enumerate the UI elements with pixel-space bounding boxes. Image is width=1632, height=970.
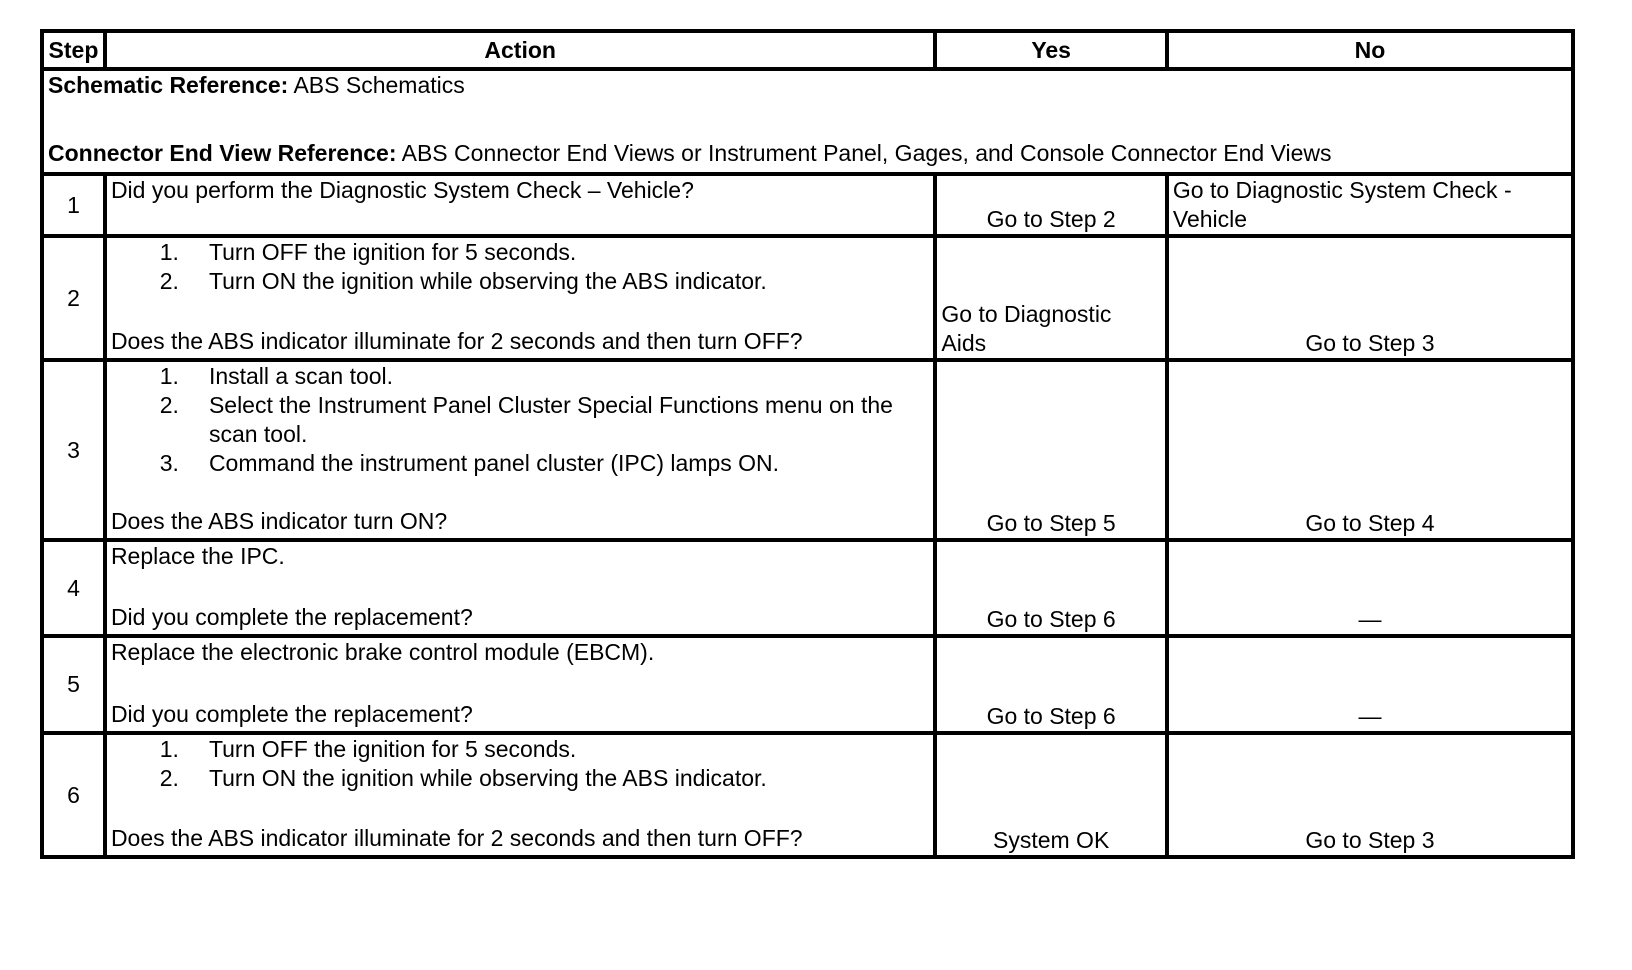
header-row — [42, 31, 1573, 69]
connector-reference — [48, 139, 1567, 168]
no-result: — — [1167, 636, 1573, 733]
action-cell — [105, 360, 935, 540]
no-result: Go to Step 3 — [1167, 733, 1573, 857]
list-item: 2. Turn ON the ignition while observing the ABS indicator. — [159, 765, 767, 791]
header-action: Action — [105, 31, 935, 69]
table-row — [42, 636, 1573, 733]
yes-result: System OK — [935, 733, 1166, 857]
list-item: 2. Turn ON the ignition while observing the ABS indicator. — [159, 268, 767, 294]
action-steps — [111, 735, 929, 793]
table-row — [42, 236, 1573, 360]
action-steps — [111, 238, 929, 296]
action-question: Did you complete the replacement? — [110, 604, 473, 630]
schematic-reference-label: Schematic Reference: — [48, 72, 289, 98]
action-cell — [105, 733, 935, 857]
yes-result: Go to Step 6 — [935, 636, 1166, 733]
step-number: 5 — [42, 636, 105, 733]
reference-row — [42, 69, 1573, 174]
no-result: Go to Step 3 — [1167, 236, 1573, 360]
action-question: Does the ABS indicator illuminate for 2 seconds and then turn OFF? — [110, 825, 803, 851]
schematic-reference-value: ABS Schematics — [293, 72, 465, 98]
action-cell — [105, 540, 935, 636]
yes-result: Go to Step 6 — [935, 540, 1166, 636]
connector-reference-label: Connector End View Reference: — [48, 140, 397, 166]
table-row — [42, 540, 1573, 636]
header-no: No — [1167, 31, 1573, 69]
step-number: 3 — [42, 360, 105, 540]
action-intro: Replace the electronic brake control module (EBCM). — [110, 639, 655, 665]
list-item: 1. Turn OFF the ignition for 5 seconds. — [159, 239, 577, 265]
list-item: 3. Command the instrument panel cluster (IPC) lamps ON. — [159, 450, 780, 476]
list-item: 1. Turn OFF the ignition for 5 seconds. — [159, 736, 577, 762]
action-steps — [111, 362, 929, 478]
header-step: Step — [42, 31, 105, 69]
action-cell — [105, 174, 935, 236]
table-row — [42, 174, 1573, 236]
reference-cell — [42, 69, 1573, 174]
action-question: Does the ABS indicator turn ON? — [110, 508, 448, 534]
no-result: Go to Step 4 — [1167, 360, 1573, 540]
step-number: 1 — [42, 174, 105, 236]
table-row — [42, 360, 1573, 540]
action-question: Did you perform the Diagnostic System Check – Vehicle? — [110, 177, 694, 203]
step-number: 2 — [42, 236, 105, 360]
yes-result: Go to Step 5 — [935, 360, 1166, 540]
yes-result: Go to Diagnostic Aids — [935, 236, 1166, 360]
connector-reference-value: ABS Connector End Views or Instrument Panel, Gages, and Console Connector End Views — [401, 140, 1332, 166]
action-intro: Replace the IPC. — [110, 543, 285, 569]
no-result: Go to Diagnostic System Check - Vehicle — [1167, 174, 1573, 236]
step-number: 4 — [42, 540, 105, 636]
diagnostic-table — [40, 29, 1575, 859]
step-number: 6 — [42, 733, 105, 857]
list-item: 2. Select the Instrument Panel Cluster Special Functions menu on the scan tool. — [159, 392, 893, 447]
no-result: — — [1167, 540, 1573, 636]
action-cell — [105, 236, 935, 360]
action-question: Did you complete the replacement? — [110, 701, 473, 727]
header-yes: Yes — [935, 31, 1166, 69]
action-question: Does the ABS indicator illuminate for 2 seconds and then turn OFF? — [110, 328, 803, 354]
action-cell — [105, 636, 935, 733]
table-row — [42, 733, 1573, 857]
yes-result: Go to Step 2 — [935, 174, 1166, 236]
list-item: 1. Install a scan tool. — [159, 363, 394, 389]
schematic-reference — [48, 71, 1567, 100]
